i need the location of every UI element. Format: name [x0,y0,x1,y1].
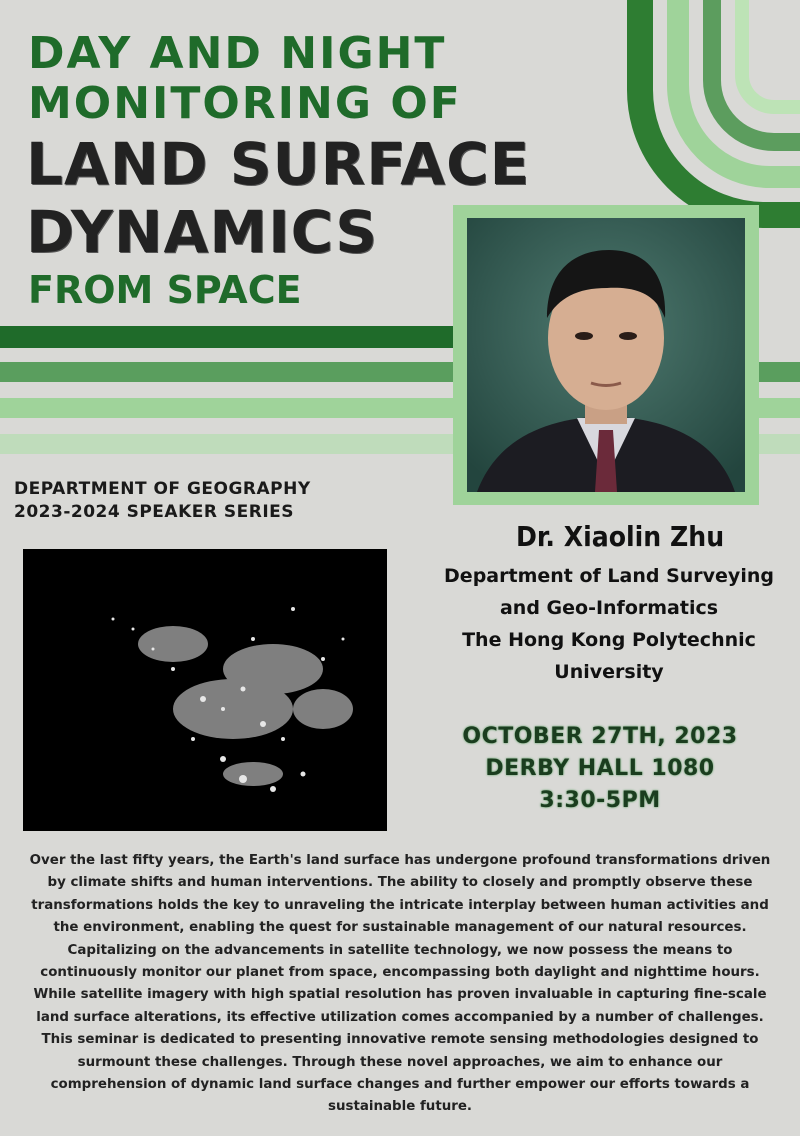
affiliation-line: and Geo-Informatics [499,597,719,619]
speaker-photo-frame [453,205,759,505]
title-line-3: LAND SURFACE [26,130,531,198]
affiliation-line: Department of Land Surveying [444,565,774,587]
speaker-affiliation [418,560,800,688]
title-line-5: FROM SPACE [28,268,302,312]
night-lights-satellite-image [23,549,387,831]
series-line-2: 2023-2024 SPEAKER SERIES [14,502,294,522]
stripe-dark [0,326,453,348]
affiliation-line: University [554,661,664,683]
event-date: OCTOBER 27TH, 2023 [462,724,738,749]
event-details [400,721,800,817]
event-location: DERBY HALL 1080 [485,756,715,781]
title-line-4: DYNAMICS [26,198,379,266]
affiliation-line: The Hong Kong Polytechnic [462,629,756,651]
title-line-1: DAY AND NIGHT [28,28,447,79]
abstract-text: Over the last fifty years, the Earth's land surface has undergone profound transformations driven by climate shifts and human interventions. The ability to closely and promptly observe these transformations holds the key to unraveling the intricate interplay between human activities and the environment, enabling the quest for sustainable management of our natural resources. Capitalizing on the advancements in satellite technology, we now possess the means to continuously monitor our planet from space, encompassing both daylight and nighttime hours. While satellite imagery with high spatial resolution has proven invaluable in capturing fine-scale land surface alterations, its effective utilization comes accompanied by a number of challenges. This seminar is dedicated to presenting innovative remote sensing methodologies designed to surmount these challenges. Through these novel approaches, we aim to enhance our comprehension of dynamic land surface changes and further empower our efforts towards a sustainable future. [29,853,771,1115]
speaker-name: Dr. Xiaolin Zhu [516,520,725,553]
speaker-photo [467,218,745,492]
decorative-arcs [600,0,800,240]
series-line-1: DEPARTMENT OF GEOGRAPHY [14,479,311,499]
title-line-2: MONITORING OF [28,78,462,129]
event-time: 3:30-5PM [539,788,661,813]
